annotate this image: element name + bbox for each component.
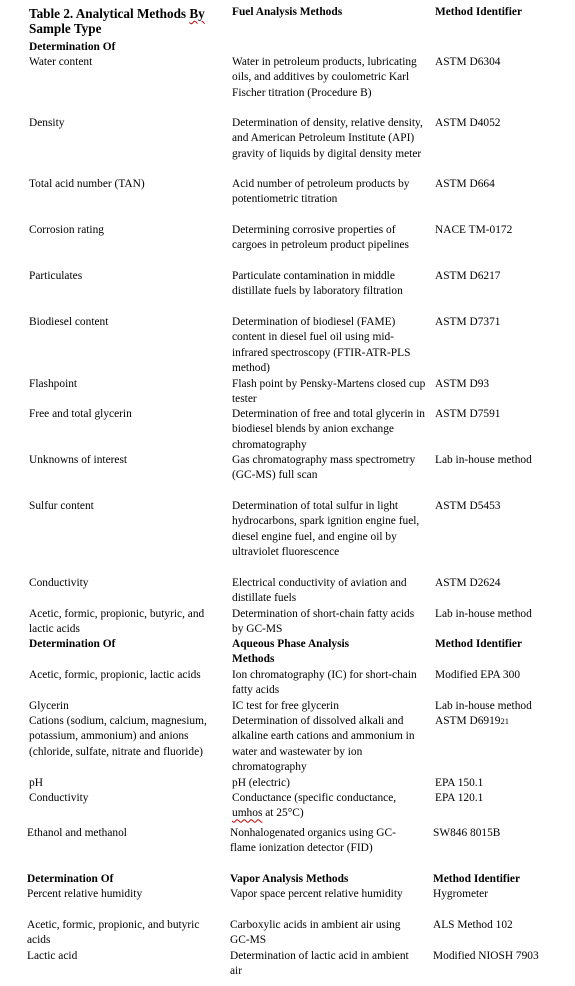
header-aqueous-line2: Methods: [232, 653, 275, 666]
cell-determination: Free and total glycerin: [29, 408, 132, 420]
method-text-umhos: umhos: [232, 807, 263, 820]
cell-determination: Conductivity: [29, 577, 89, 589]
cell-identifier: Lab in-house method: [435, 700, 532, 712]
cell-determination: Acetic, formic, propionic, and butyric acids: [27, 919, 200, 947]
cell-method: Determination of lactic acid in ambient air: [230, 950, 409, 978]
header-determination-of: Determination Of: [29, 638, 116, 650]
cell-identifier: NACE TM-0172: [435, 224, 513, 236]
cell-identifier: ASTM D7371: [435, 316, 501, 328]
header-vapor-methods: Vapor Analysis Methods: [230, 873, 349, 885]
cell-method: Carboxylic acids in ambient air using GC-MS: [230, 919, 401, 947]
header-aqueous-methods: [232, 637, 428, 668]
cell-determination: Acetic, formic, propionic, butyric, and lactic acids: [29, 608, 205, 636]
cell-determination: Water content: [29, 56, 93, 68]
cell-identifier: Lab in-house method: [435, 608, 532, 620]
title-text-by: By: [189, 6, 205, 21]
header-method-identifier: Method Identifier: [435, 6, 522, 18]
cell-method: Gas chromatography mass spectrometry (GC-MS) full scan: [232, 454, 416, 482]
cell-identifier: Lab in-house method: [435, 454, 532, 466]
header-determination-of: Determination Of: [29, 41, 116, 53]
header-determination-of: Determination Of: [27, 873, 114, 885]
cell-identifier: ASTM D5453: [435, 500, 501, 512]
cell-method: Determination of total sulfur in light hydrocarbons, spark ignition engine fuel, diesel engine fuel, and engine oil by ultraviolet fluorescence: [232, 500, 420, 559]
cell-method: Electrical conductivity of aviation and distillate fuels: [232, 577, 407, 605]
header-aqueous-line1: Aqueous Phase Analysis: [232, 638, 350, 650]
cell-method: Water in petroleum products, lubricating oils, and additives by coulometric Karl Fischer titration (Procedure B): [232, 56, 417, 99]
cell-method: Particulate contamination in middle distillate fuels by laboratory filtration: [232, 270, 403, 298]
cell-method: IC test for free glycerin: [232, 700, 339, 712]
cell-determination: Biodiesel content: [29, 316, 109, 328]
cell-identifier: ASTM D6217: [435, 270, 501, 282]
cell-determination: Particulates: [29, 270, 83, 282]
cell-identifier: EPA 120.1: [435, 792, 484, 804]
title-text-1: Table 2. Analytical Methods: [29, 6, 190, 21]
cell-determination: Glycerin: [29, 700, 69, 712]
method-text-end: at 25°C): [262, 807, 304, 820]
cell-identifier: EPA 150.1: [435, 777, 484, 789]
cell-method: pH (electric): [232, 777, 290, 789]
cell-method: Determining corrosive properties of cargoes in petroleum product pipelines: [232, 224, 409, 252]
cell-identifier: ASTM D6304: [435, 56, 501, 68]
cell-identifier: ASTM D2624: [435, 577, 501, 589]
cell-identifier: Modified NIOSH 7903: [433, 950, 539, 962]
header-method-identifier: Method Identifier: [435, 638, 522, 650]
cell-identifier: Modified EPA 300: [435, 669, 521, 681]
header-fuel-methods: Fuel Analysis Methods: [232, 6, 343, 18]
cell-method: Determination of biodiesel (FAME) content in diesel fuel oil using mid-infrared spectroscopy (FTIR-ATR-PLS method): [232, 316, 411, 375]
cell-method: [232, 791, 428, 822]
cell-determination: Flashpoint: [29, 378, 78, 390]
identifier-text: ASTM D6919: [435, 715, 501, 727]
cell-determination: Unknowns of interest: [29, 454, 128, 466]
header-method-identifier: Method Identifier: [433, 873, 520, 885]
cell-identifier: Hygrometer: [433, 888, 489, 900]
footnote-ref: 21: [500, 716, 510, 726]
cell-determination: Density: [29, 117, 65, 129]
cell-method: Acid number of petroleum products by potentiometric titration: [232, 178, 410, 206]
cell-identifier: SW846 8015B: [433, 827, 501, 839]
cell-identifier: [435, 714, 575, 729]
cell-identifier: ASTM D664: [435, 178, 495, 190]
cell-method: Flash point by Pensky-Martens closed cup tester: [232, 378, 426, 406]
cell-identifier: ASTM D93: [435, 378, 490, 390]
cell-method: Determination of short-chain fatty acids by GC-MS: [232, 608, 415, 636]
cell-determination: Lactic acid: [27, 950, 78, 962]
cell-method: Nonhalogenated organics using GC-flame ionization detector (FID): [230, 827, 396, 855]
cell-determination: Ethanol and methanol: [27, 827, 127, 839]
table-title: [29, 6, 229, 36]
cell-method: Determination of dissolved alkali and alkaline earth cations and ammonium in water and wastewater by ion chromatography: [232, 715, 415, 774]
cell-determination: pH: [29, 777, 43, 789]
cell-determination: Conductivity: [29, 792, 89, 804]
cell-determination: Sulfur content: [29, 500, 94, 512]
cell-identifier: ASTM D7591: [435, 408, 501, 420]
cell-determination: Corrosion rating: [29, 224, 104, 236]
cell-identifier: ALS Method 102: [433, 919, 513, 931]
cell-identifier: ASTM D4052: [435, 117, 501, 129]
title-text-2: Sample Type: [29, 21, 102, 36]
cell-method: Vapor space percent relative humidity: [230, 888, 403, 900]
method-text: Conductance (specific conductance,: [232, 792, 397, 804]
cell-method: Determination of free and total glycerin in biodiesel blends by anion exchange chromatography: [232, 408, 425, 451]
cell-method: Determination of density, relative density, and American Petroleum Institute (API) gravity of liquids by digital density meter: [232, 117, 423, 160]
cell-determination: Cations (sodium, calcium, magnesium, potassium, ammonium) and anions (chloride, sulfate, nitrate and fluoride): [29, 715, 207, 758]
cell-determination: Total acid number (TAN): [29, 178, 145, 190]
cell-determination: Acetic, formic, propionic, lactic acids: [29, 669, 201, 681]
cell-determination: Percent relative humidity: [27, 888, 143, 900]
cell-method: Ion chromatography (IC) for short-chain fatty acids: [232, 669, 417, 697]
